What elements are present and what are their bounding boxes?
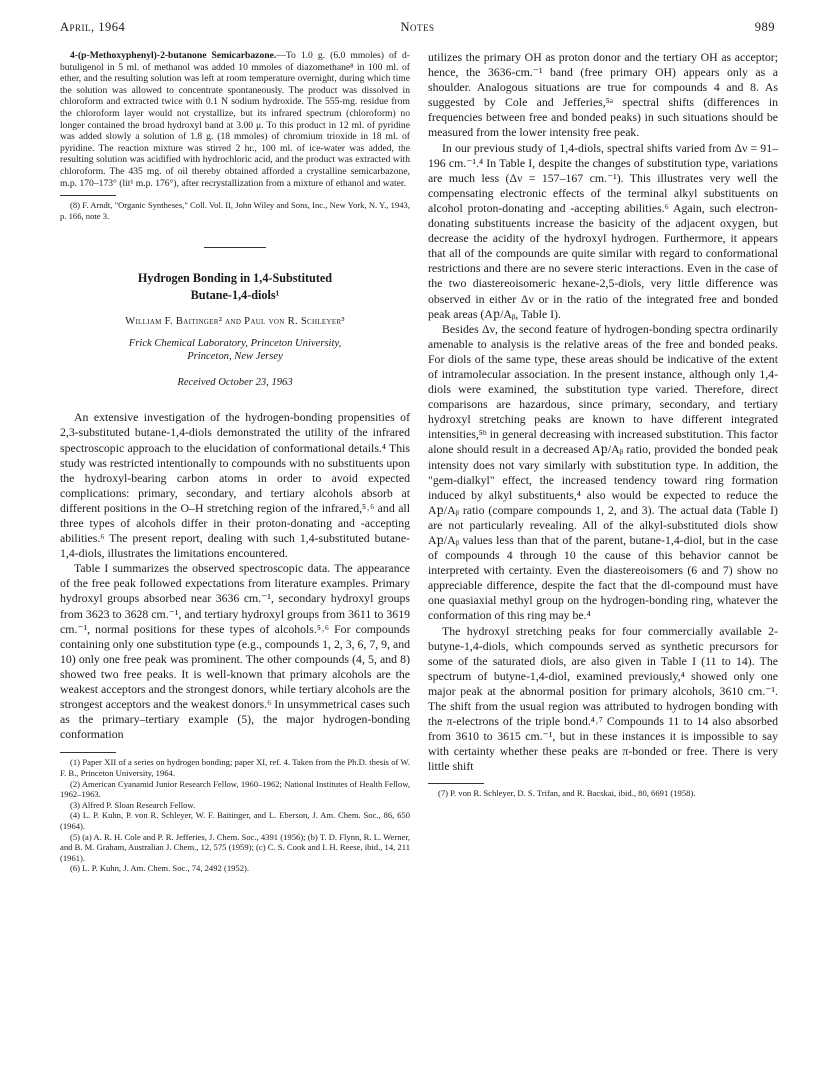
footnote-rule	[60, 752, 116, 753]
body-paragraph-1: An extensive investigation of the hydrogen-bonding propensities of 2,3-substituted butane-1,4-diols demonstrated the utility of the infrared spectroscopic approach to the elucidation of conformational details.⁴ This study was restricted intentionally to compounds with no substituents upon the hydroxyl-bearing carbon atoms in order to avoid expected complications: primary, secondary, and tertiary alcohols absorb at different positions in the O–H stretching region of the infrared,⁵˒⁶ and all three types of alcohols differ in their proton-donating and -accepting abilities.⁶ The present report, dealing with such 1,4-substituted butane-1,4-diols, illustrates the limitations encountered.	[60, 410, 410, 561]
article-separator	[204, 247, 266, 248]
footnote-rule	[60, 195, 116, 196]
article-title-line1: Hydrogen Bonding in 1,4-Substituted	[137, 271, 333, 286]
footnote-6: (6) L. P. Kuhn, J. Am. Chem. Soc., 74, 2492 (1952).	[70, 863, 250, 874]
article-title	[60, 270, 410, 304]
footnote-7: (7) P. von R. Schleyer, D. S. Trifan, and R. Bacskai, ibid., 80, 6691 (1958).	[438, 787, 696, 798]
footnote-3: (3) Alfred P. Sloan Research Fellow.	[70, 799, 196, 810]
page-header	[60, 20, 775, 40]
body-paragraph-5: Besides Δν, the second feature of hydrogen-bonding spectra ordinarily amenable to analysis is the relative areas of the free and bonded peaks. For diols of the same type, these areas should be indicative of the extent of intramolecular association. In the present instance, although only 1,4-diols were examined, the substitution type varied. Therefore, direct comparisons are hazardous, since primary, secondary, and tertiary hydroxyl stretching peaks are known to have different integrated intensities,⁵ᵇ in general decreasing with increased substitution. This factor alone should result in a decreased Aբ/Aᵦ ratio, provided the bonded peak intensity does not vary similarly with substitution type. In addition, the "gem-dialkyl" effect, the increased tendency toward ring formation induced by alkyl substituents,⁴ also would be expected to reduce the Aբ/Aᵦ ratio (compare compounds 1, 2, and 3). The actual data (Table I) are not particularly revealing. All of the alkyl-substituted diols show Aբ/Aᵦ values less than that of the parent, butane-1,4-diol, but in the case of compounds 4 through 10 the cause of this behavior cannot be interpreted with certainty. Even the diastereoisomers (6 and 7) show no appreciable difference, despite the fact that the dl-compound must have one quasiaxial methyl group on the hydrogen-bonding ring, whatever the conformation of this ring may be.⁴	[428, 321, 778, 623]
left-column	[60, 50, 410, 874]
page-number: 989	[754, 20, 775, 34]
footnote-rule	[428, 783, 484, 784]
right-column	[428, 50, 778, 798]
semicarbazone-text: —To 1.0 g. (6.0 mmoles) of d-butuligenol in 5 ml. of methanol was added 10 mmoles of diazomethane⁸ in 100 ml. of ether, and the resulting solution was left at room temperature overnight, during which time the solution was allowed to concentrate spontaneously. The product was dissolved in chloroform and extracted twice with 0.1 N sodium hydroxide. The 555-mg. residue from the chloroform layer would not crystallize, but its infrared spectrum (chloroform) no longer contained the broad hydroxyl band at 3.00 μ. To this product in 12 ml. of pyridine was added slowly a solution of 1.8 g. (18 mmoles) of chromium trioxide in 18 ml. of pyridine. The reaction mixture was stirred 2 hr., 100 ml. of ice-water was added, the resulting solution was acidified with hydrochloric acid, and the product was extracted with chloroform. The 435 mg. of oil thereby obtained afforded a crystalline semicarbazone, m.p. 170–173° (lit¹ m.p. 176°), after recrystallization from a mixture of ethanol and water.	[60, 50, 410, 189]
footnote-4: (4) L. P. Kuhn, P. von R. Schleyer, W. F. Baitinger, and L. Eberson, J. Am. Chem. Soc., 86, 650 (1964).	[60, 810, 410, 831]
semicarbazone-title: 4-(p-Methoxyphenyl)-2-butanone Semicarbazone.	[70, 50, 277, 61]
footnote-8: (8) F. Arndt, "Organic Syntheses," Coll. Vol. II, John Wiley and Sons, Inc., New York, N. Y., 1943, p. 166, note 3.	[60, 200, 410, 221]
received-date: Received October 23, 1963	[177, 377, 293, 389]
affiliation-line2: Princeton, New Jersey	[187, 351, 283, 363]
article-authors: William F. Baitinger² and Paul von R. Schleyer³	[125, 316, 345, 328]
body-paragraph-2: Table I summarizes the observed spectroscopic data. The appearance of the free peak followed expectations from literature examples. Primary hydroxyl groups absorbed near 3636 cm.⁻¹, secondary hydroxyl groups from 3623 to 3628 cm.⁻¹, and tertiary hydroxyl groups from 3611 to 3619 cm.⁻¹, normal positions for these types of alcohols.⁵˒⁶ For compounds containing only one substitution type (e.g., compounds 1, 2, 3, 6, 7, 9, and 10) only one free peak was prominent. The other compounds (4, 5, and 8) showed two free peaks. It is well-known that primary alcohols are the weakest acceptors and the strongest donors, while tertiary alcohols are the strongest acceptors and the weakest donors.⁶ In unsymmetrical cases such as the primary–tertiary example (5), the major hydrogen-bonding conformation	[60, 561, 410, 742]
article-title-line2: Butane-1,4-diols¹	[190, 288, 280, 303]
footnote-5: (5) (a) A. R. H. Cole and P. R. Jefferies, J. Chem. Soc., 4391 (1956); (b) T. D. Flynn, R. L. Werner, and B. M. Graham, Australian J. Chem., 12, 575 (1959); (c) C. S. Cook and I. H. Reese, ibid., 14, 211 (1961).	[60, 831, 410, 863]
semicarbazone-paragraph	[60, 50, 410, 189]
article-affiliation	[60, 337, 410, 363]
body-paragraph-4: In our previous study of 1,4-diols, spectral shifts varied from Δν = 91–196 cm.⁻¹.⁴ In Table I, despite the changes of substitution type, variations are much less (Δν = 157–167 cm.⁻¹). This illustrates very well the compensating electronic effects of the terminal alkyl substituents on alcohol proton-donating and -accepting abilities.⁶ Again, such electron-donating substituents increase the basicity of the adjacent oxygen, but decrease the acidity of the hydroxyl hydrogen. Furthermore, it appears that all of the compounds are quite similar with regard to conformational restrictions and there are no severe steric interactions. Even in the case of the two diastereoisomeric hexane-2,5-diols, very little difference was observed in either Δν or in the ratio of the integrated free and bonded peak areas (Aբ/Aᵦ, Table I).	[428, 140, 778, 321]
header-section: Notes	[400, 20, 435, 34]
footnote-1: (1) Paper XII of a series on hydrogen bonding; paper XI, ref. 4. Taken from the Ph.D. thesis of W. F. B., Princeton University, 1964.	[60, 757, 410, 778]
affiliation-line1: Frick Chemical Laboratory, Princeton University,	[128, 338, 342, 350]
body-paragraph-6: The hydroxyl stretching peaks for four commercially available 2-butyne-1,4-diols, which compounds served as synthetic precursors for some of the saturated diols, are also given in Table I (11 to 14). The spectrum of butyne-1,4-diol, examined previously,⁴ showed only one major peak at the abnormal position for primary alcohols, 3610 cm.⁻¹. The shift from the usual region was attributed to hydrogen bonding with the π-electrons of the triple bond.⁴˒⁷ Compounds 11 to 14 also absorbed from 3610 to 3615 cm.⁻¹, but in these instances it is impossible to say with certainty whether these peaks are π-bonded or free. There is very little shift	[428, 623, 778, 774]
body-paragraph-3: utilizes the primary OH as proton donor and the tertiary OH as acceptor; hence, the 3636-cm.⁻¹ band (free primary OH) appears only as a shoulder. Analogous situations are true for compounds 4 and 8. As suggested by Cole and Jefferies,⁵ᵃ spectral shifts (differences in frequencies between free and bonded peaks) in such situations should be measured from the lower intensity free peak.	[428, 50, 778, 140]
footnote-2: (2) American Cyanamid Junior Research Fellow, 1960–1962; National Institutes of Health Fellow, 1962–1963.	[60, 778, 410, 800]
header-date: April, 1964	[60, 20, 126, 34]
